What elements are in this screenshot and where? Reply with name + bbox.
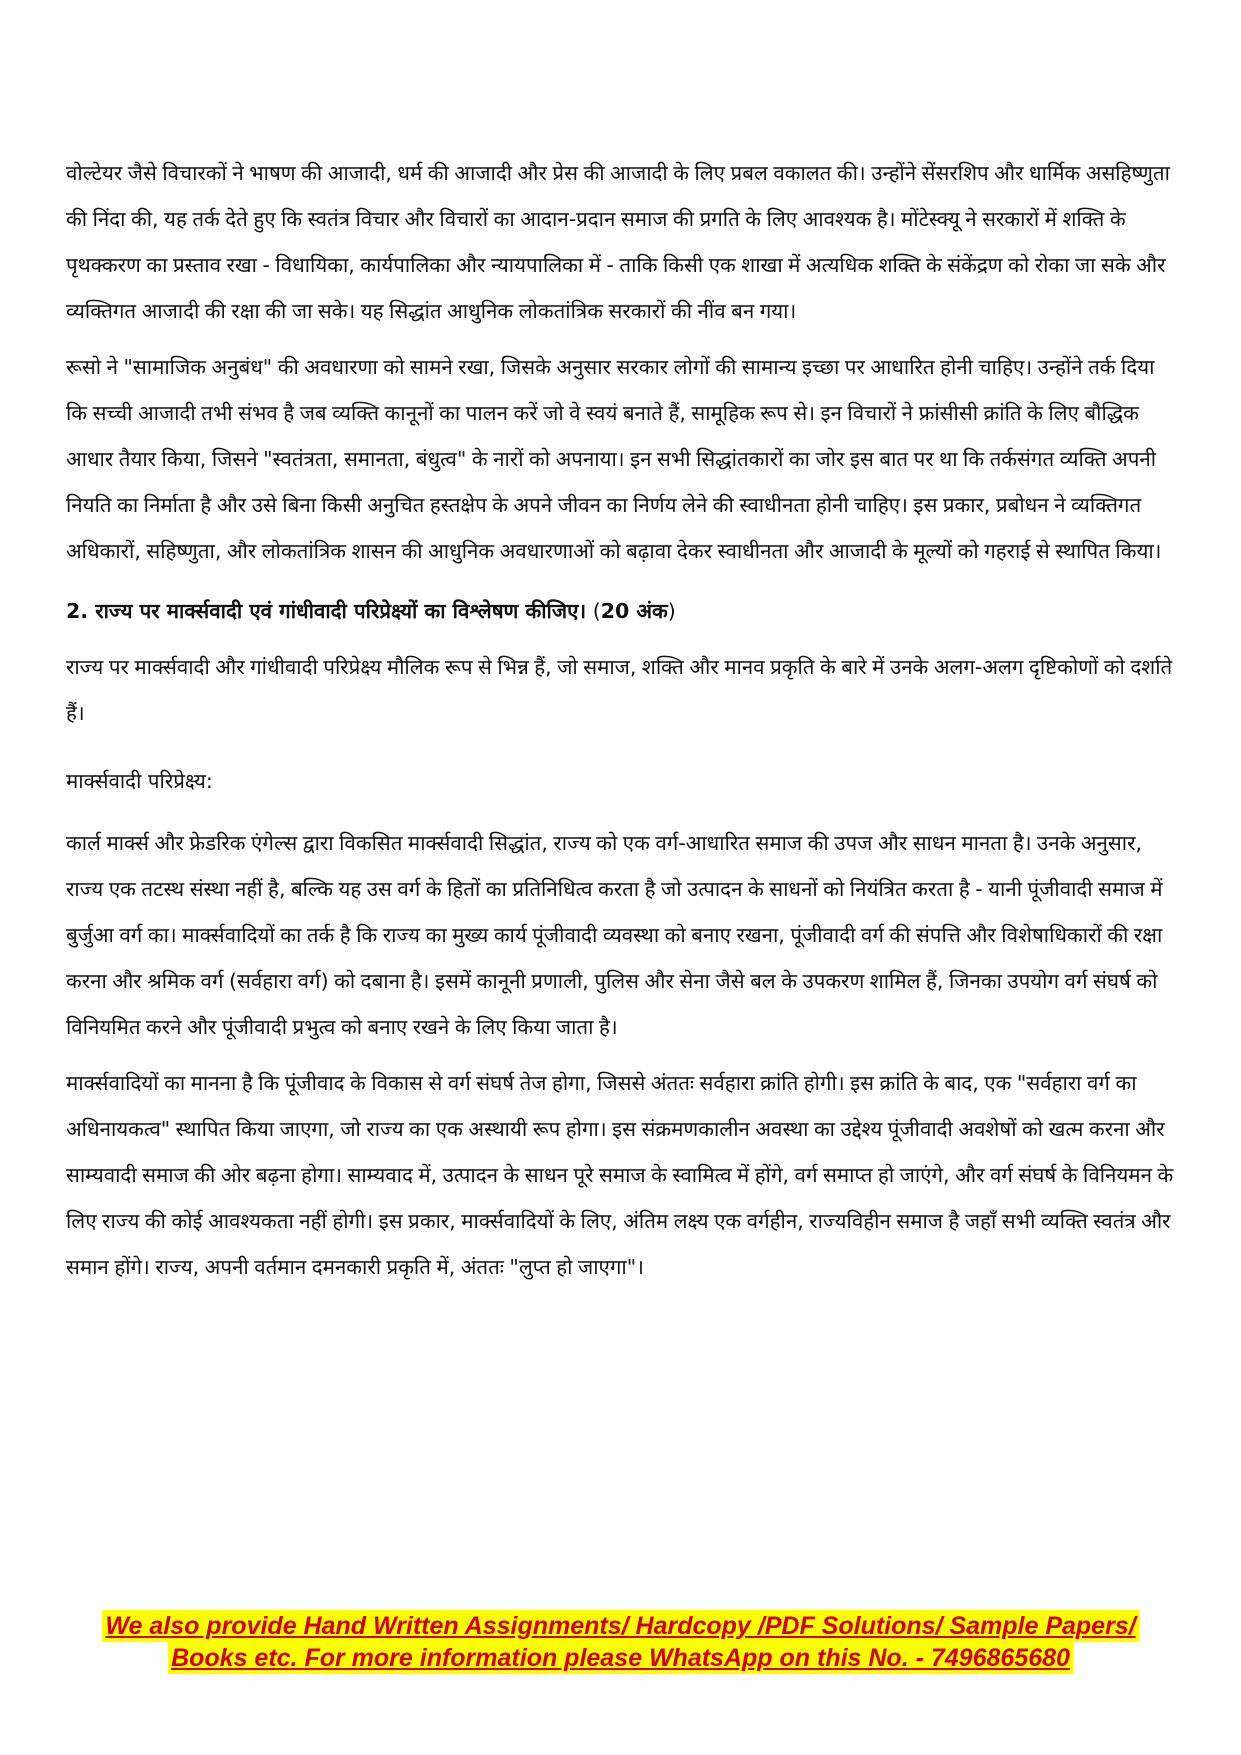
marxist-heading: मार्क्सवादी परिप्रेक्ष्य: <box>66 769 213 793</box>
marks-value: 20 अंक <box>600 599 668 623</box>
paragraph-marxist-revolution: मार्क्सवादियों का मानना है कि पूंजीवाद के विकास से वर्ग संघर्ष तेज होगा, जिससे अंततः सर्वहारा क्रांति होगी। इस क्रांति के बाद, एक "सर्वहारा वर्ग का अधिनायकत्व" स्थापित किया जाएगा, जो राज्य का एक अस्थायी रूप होगा। इस संक्रमणकालीन अवस्था का उद्देश्य पूंजीवादी अवशेषों को खत्म करना और साम्यवादी समाज की ओर बढ़ना होगा। साम्यवाद में, उत्पादन के साधन पूरे समाज के स्वामित्व में होंगे, वर्ग समाप्त हो जाएंगे, और वर्ग संघर्ष के विनियमन के लिए राज्य की कोई आवश्यकता नहीं होगी। इस प्रकार, मार्क्सवादियों के लिए, अंतिम लक्ष्य एक वर्गहीन, राज्यविहीन समाज है जहाँ सभी व्यक्ति स्वतंत्र और समान होंगे। राज्य, अपनी वर्तमान दमनकारी प्रकृति में, अंततः "लुप्त हो जाएगा"। <box>66 1071 1174 1279</box>
document-body <box>66 150 1176 1290</box>
promo-line-1: We also provide Hand Written Assignments/ Hardcopy /PDF Solutions/ Sample Papers/ <box>102 1610 1138 1642</box>
promo-line-2: Books etc. For more information please WhatsApp on this No. - 7496865680 <box>168 1642 1073 1674</box>
question-text: 2. राज्य पर मार्क्सवादी एवं गांधीवादी परिप्रेक्ष्यों का विश्लेषण कीजिए। <box>66 599 587 623</box>
answer-intro: राज्य पर मार्क्सवादी और गांधीवादी परिप्रेक्ष्य मौलिक रूप से भिन्न हैं, जो समाज, शक्ति और मानव प्रकृति के बारे में उनके अलग-अलग दृष्टिकोणों को दर्शाते हैं। <box>66 655 1173 725</box>
promo-footer <box>0 1610 1241 1674</box>
paragraph-marxist-state: कार्ल मार्क्स और फ्रेडरिक एंगेल्स द्वारा विकसित मार्क्सवादी सिद्धांत, राज्य को एक वर्ग-आधारित समाज की उपज और साधन मानता है। उनके अनुसार, राज्य एक तटस्थ संस्था नहीं है, बल्कि यह उस वर्ग के हितों का प्रतिनिधित्व करता है जो उत्पादन के साधनों को नियंत्रित करता है - यानी पूंजीवादी समाज में बुर्जुआ वर्ग का। मार्क्सवादियों का तर्क है कि राज्य का मुख्य कार्य पूंजीवादी व्यवस्था को बनाए रखना, पूंजीवादी वर्ग की संपत्ति और विशेषाधिकारों की रक्षा करना और श्रमिक वर्ग (सर्वहारा वर्ग) को दबाना है। इसमें कानूनी प्रणाली, पुलिस और सेना जैसे बल के उपकरण शामिल हैं, जिनका उपयोग वर्ग संघर्ष को विनियमित करने और पूंजीवादी प्रभुत्व को बनाए रखने के लिए किया जाता है। <box>66 831 1163 1039</box>
marks-open: ( <box>592 599 601 623</box>
paragraph-enlightenment-thinkers: वोल्टेयर जैसे विचारकों ने भाषण की आजादी, धर्म की आजादी और प्रेस की आजादी के लिए प्रबल वकालत की। उन्होंने सेंसरशिप और धार्मिक असहिष्णुता की निंदा की, यह तर्क देते हुए कि स्वतंत्र विचार और विचारों का आदान-प्रदान समाज की प्रगति के लिए आवश्यक है। मोंटेस्क्यू ने सरकारों में शक्ति के पृथक्करण का प्रस्ताव रखा - विधायिका, कार्यपालिका और न्यायपालिका में - ताकि किसी एक शाखा में अत्यधिक शक्ति के संकेंद्रण को रोका जा सके और व्यक्तिगत आजादी की रक्षा की जा सके। यह सिद्धांत आधुनिक लोकतांत्रिक सरकारों की नींव बन गया। <box>66 161 1170 323</box>
paragraph-rousseau: रूसो ने "सामाजिक अनुबंध" की अवधारणा को सामने रखा, जिसके अनुसार सरकार लोगों की सामान्य इच्छा पर आधारित होनी चाहिए। उन्होंने तर्क दिया कि सच्ची आजादी तभी संभव है जब व्यक्ति कानूनों का पालन करें जो वे स्वयं बनाते हैं, सामूहिक रूप से। इन विचारों ने फ्रांसीसी क्रांति के लिए बौद्धिक आधार तैयार किया, जिसने "स्वतंत्रता, समानता, बंधुत्व" के नारों को अपनाया। इन सभी सिद्धांतकारों का जोर इस बात पर था कि तर्कसंगत व्यक्ति अपनी नियति का निर्माता है और उसे बिना किसी अनुचित हस्तक्षेप के अपने जीवन का निर्णय लेने की स्वाधीनता होनी चाहिए। इस प्रकार, प्रबोधन ने व्यक्तिगत अधिकारों, सहिष्णुता, और लोकतांत्रिक शासन की आधुनिक अवधारणाओं को बढ़ावा देकर स्वाधीनता और आजादी के मूल्यों को गहराई से स्थापित किया। <box>66 355 1162 563</box>
question-heading <box>66 588 1176 634</box>
marks-close: ) <box>667 599 676 623</box>
